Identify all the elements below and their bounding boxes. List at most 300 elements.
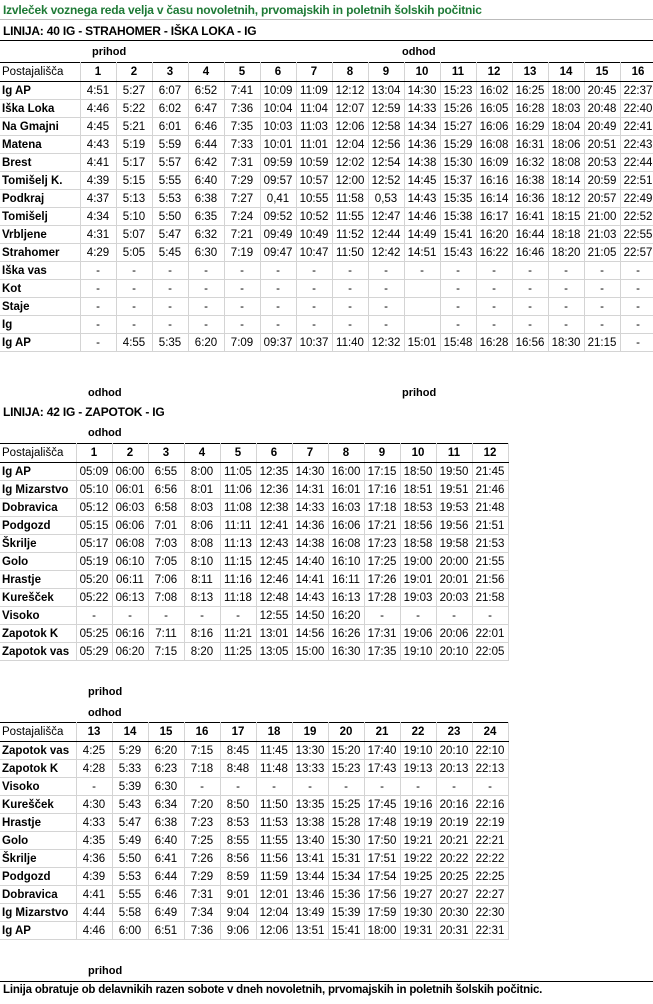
departure-time: - [548, 262, 584, 280]
departure-time: 7:03 [148, 535, 184, 553]
trip-number-header: 14 [548, 63, 584, 82]
table-row [0, 760, 508, 778]
departure-time: 16:56 [512, 334, 548, 352]
departure-time: 15:41 [440, 226, 476, 244]
header-row [0, 63, 653, 82]
departure-time: 20:21 [436, 832, 472, 850]
departure-time: 17:54 [364, 868, 400, 886]
table-row [0, 796, 508, 814]
departure-time: 4:31 [80, 226, 116, 244]
departure-time: 7:24 [224, 208, 260, 226]
departure-time: 13:35 [292, 796, 328, 814]
departure-time: - [296, 262, 332, 280]
departure-time: 6:49 [148, 904, 184, 922]
departure-time: 15:39 [328, 904, 364, 922]
departure-time: 7:29 [224, 172, 260, 190]
trip-number-header: 12 [476, 63, 512, 82]
departure-time: - [512, 298, 548, 316]
departure-time: 19:21 [400, 832, 436, 850]
departure-time: 15:28 [328, 814, 364, 832]
departure-time: - [256, 778, 292, 796]
departure-time: 19:01 [400, 571, 436, 589]
departure-time: 12:41 [256, 517, 292, 535]
table-row [0, 886, 508, 904]
station-name: Ig [0, 316, 80, 334]
departure-time: 6:40 [188, 172, 224, 190]
departure-time: 20:19 [436, 814, 472, 832]
departure-time: - [512, 316, 548, 334]
departure-time: 13:38 [292, 814, 328, 832]
table-row [0, 298, 653, 316]
departure-time: - [548, 280, 584, 298]
departure-time: 19:25 [400, 868, 436, 886]
departure-time: 10:47 [296, 244, 332, 262]
departure-time: - [512, 262, 548, 280]
departure-time: 10:59 [296, 154, 332, 172]
departure-time: 4:33 [76, 814, 112, 832]
departure-time: 20:01 [436, 571, 472, 589]
departure-time: 8:50 [220, 796, 256, 814]
departure-time: 19:51 [436, 481, 472, 499]
departure-time: 11:58 [332, 190, 368, 208]
departure-time: 19:19 [400, 814, 436, 832]
departure-time: 20:06 [436, 625, 472, 643]
departure-time: 6:56 [148, 481, 184, 499]
departure-time: 17:50 [364, 832, 400, 850]
departure-time: 11:21 [220, 625, 256, 643]
departure-time: 12:42 [368, 244, 404, 262]
departure-time: 7:36 [184, 922, 220, 940]
table-row [0, 154, 653, 172]
departure-time: 7:34 [184, 904, 220, 922]
departure-time: 14:43 [404, 190, 440, 208]
departure-time: 7:18 [184, 760, 220, 778]
trip-number-header: 4 [184, 444, 220, 463]
departure-time: - [148, 607, 184, 625]
departure-time: 5:33 [112, 760, 148, 778]
departure-time: 11:40 [332, 334, 368, 352]
table-row [0, 589, 508, 607]
departure-time: 17:26 [364, 571, 400, 589]
departure-time: 6:07 [152, 82, 188, 100]
departure-time: 12:46 [256, 571, 292, 589]
departure-time: 17:21 [364, 517, 400, 535]
departure-time: 5:49 [112, 832, 148, 850]
departure-time: 18:04 [548, 118, 584, 136]
departure-time: 22:22 [472, 850, 508, 868]
station-name: Ig Mizarstvo [0, 481, 76, 499]
departure-time: 9:01 [220, 886, 256, 904]
departure-time: - [116, 298, 152, 316]
trip-number-header: 16 [184, 723, 220, 742]
departure-time: 17:15 [364, 463, 400, 481]
departure-time: 7:08 [148, 589, 184, 607]
departure-time: 10:49 [296, 226, 332, 244]
departure-time: 06:13 [112, 589, 148, 607]
departure-time: 0,41 [260, 190, 296, 208]
departure-time: 11:09 [296, 82, 332, 100]
trip-number-header: 9 [368, 63, 404, 82]
departure-time: 8:10 [184, 553, 220, 571]
departure-time: 5:21 [116, 118, 152, 136]
departure-time: 14:43 [292, 589, 328, 607]
departure-time: 4:29 [80, 244, 116, 262]
trip-number-header: 12 [472, 444, 508, 463]
departure-time: - [476, 262, 512, 280]
departure-time: 22:16 [472, 796, 508, 814]
departure-time: 4:30 [76, 796, 112, 814]
departure-time: 09:47 [260, 244, 296, 262]
departure-time: 16:31 [512, 136, 548, 154]
departure-time: 22:25 [472, 868, 508, 886]
departure-time: 17:48 [364, 814, 400, 832]
departure-time: 16:03 [328, 499, 364, 517]
departure-time: 5:55 [112, 886, 148, 904]
departure-time: 5:58 [112, 904, 148, 922]
departure-time: 21:05 [584, 244, 620, 262]
departure-time: 12:36 [256, 481, 292, 499]
table-row [0, 625, 508, 643]
departure-time: 5:47 [152, 226, 188, 244]
departure-time: 15:20 [328, 742, 364, 760]
departure-time: 7:26 [184, 850, 220, 868]
departure-time: 17:16 [364, 481, 400, 499]
departure-time: 11:55 [256, 832, 292, 850]
departure-time: 18:50 [400, 463, 436, 481]
departure-time: 14:30 [404, 82, 440, 100]
departure-time: 06:11 [112, 571, 148, 589]
station-name: Visoko [0, 778, 76, 796]
departure-time: 6:42 [188, 154, 224, 172]
departure-time: 6:30 [148, 778, 184, 796]
departure-time: 14:41 [292, 571, 328, 589]
departure-time: 20:13 [436, 760, 472, 778]
table-row [0, 517, 508, 535]
table-row [0, 262, 653, 280]
departure-time: - [404, 262, 440, 280]
header-row [0, 444, 508, 463]
station-name: Zapotok K [0, 760, 76, 778]
departure-time: 9:04 [220, 904, 256, 922]
departure-time: 15:23 [440, 82, 476, 100]
trip-number-header: 11 [440, 63, 476, 82]
departure-time: 5:13 [116, 190, 152, 208]
departure-time: 5:55 [152, 172, 188, 190]
departure-time: - [332, 280, 368, 298]
departure-time: 11:52 [332, 226, 368, 244]
station-name: Strahomer [0, 244, 80, 262]
station-name: Škrilje [0, 850, 76, 868]
departure-time: 12:54 [368, 154, 404, 172]
departure-time: 19:22 [400, 850, 436, 868]
departure-time: - [328, 778, 364, 796]
departure-time: 21:48 [472, 499, 508, 517]
departure-time: 21:00 [584, 208, 620, 226]
departure-time: 11:45 [256, 742, 292, 760]
departure-time: 09:59 [260, 154, 296, 172]
departure-time: 22:40 [620, 100, 653, 118]
departure-time: 14:49 [404, 226, 440, 244]
departure-time: 22:57 [620, 244, 653, 262]
departure-time: 16:36 [512, 190, 548, 208]
departure-time: 14:30 [292, 463, 328, 481]
departure-time: 4:46 [80, 100, 116, 118]
departure-time: 6:44 [148, 868, 184, 886]
line-42-title: LINIJA: 42 IG - ZAPOTOK - IG [3, 405, 165, 419]
departure-time: 16:38 [512, 172, 548, 190]
header-row [0, 723, 508, 742]
departure-time: 4:41 [76, 886, 112, 904]
departure-time: 6:38 [188, 190, 224, 208]
departure-time: 9:06 [220, 922, 256, 940]
departure-time: 20:03 [436, 589, 472, 607]
departure-time: 21:56 [472, 571, 508, 589]
departure-time: 7:25 [184, 832, 220, 850]
departure-time: 22:05 [472, 643, 508, 661]
departure-time: - [152, 262, 188, 280]
departure-time: - [440, 316, 476, 334]
departure-time: 16:17 [476, 208, 512, 226]
departure-time: - [260, 262, 296, 280]
station-name: Hrastje [0, 814, 76, 832]
departure-time: 11:53 [256, 814, 292, 832]
departure-time: - [436, 778, 472, 796]
departure-time: 4:39 [76, 868, 112, 886]
departure-time: - [620, 280, 653, 298]
departure-time: 10:55 [296, 190, 332, 208]
departure-time: 22:31 [472, 922, 508, 940]
departure-time: 6:00 [112, 922, 148, 940]
departure-time: 4:45 [80, 118, 116, 136]
departure-time: 6:47 [188, 100, 224, 118]
line-42-prihod-label: prihod [88, 686, 123, 698]
departure-time: 16:30 [328, 643, 364, 661]
departure-time: 22:49 [620, 190, 653, 208]
departure-time: 12:43 [256, 535, 292, 553]
departure-time: 20:22 [436, 850, 472, 868]
departure-time: 14:38 [292, 535, 328, 553]
departure-time: 0,53 [368, 190, 404, 208]
departure-time: 18:53 [400, 499, 436, 517]
departure-time: 15:25 [328, 796, 364, 814]
departure-time: - [548, 298, 584, 316]
departure-time: - [80, 280, 116, 298]
departure-time: 22:19 [472, 814, 508, 832]
departure-time: 15:48 [440, 334, 476, 352]
departure-time: 6:55 [148, 463, 184, 481]
trip-number-header: 20 [328, 723, 364, 742]
departure-time: 12:45 [256, 553, 292, 571]
departure-time: 05:25 [76, 625, 112, 643]
departure-time: 7:15 [184, 742, 220, 760]
departure-time: 10:09 [260, 82, 296, 100]
departure-time: 22:44 [620, 154, 653, 172]
departure-time: - [620, 316, 653, 334]
station-name: Podgozd [0, 868, 76, 886]
departure-time: 12:07 [332, 100, 368, 118]
departure-time: 5:39 [112, 778, 148, 796]
departure-time: 11:01 [296, 136, 332, 154]
station-name: Tomišelj [0, 208, 80, 226]
departure-time: 15:34 [328, 868, 364, 886]
departure-time: 10:01 [260, 136, 296, 154]
departure-time: - [188, 262, 224, 280]
departure-time: 15:29 [440, 136, 476, 154]
table-row [0, 904, 508, 922]
departure-time: 20:48 [584, 100, 620, 118]
departure-time: 4:46 [76, 922, 112, 940]
departure-time: - [224, 262, 260, 280]
divider [0, 981, 653, 982]
trip-number-header: 7 [296, 63, 332, 82]
departure-time: 13:46 [292, 886, 328, 904]
station-name: Dobravica [0, 886, 76, 904]
trip-number-header: 13 [512, 63, 548, 82]
departure-time: 6:44 [188, 136, 224, 154]
departure-time: 05:15 [76, 517, 112, 535]
departure-time: 06:20 [112, 643, 148, 661]
departure-time: 7:05 [148, 553, 184, 571]
departure-time: - [188, 316, 224, 334]
departure-time: 19:30 [400, 904, 436, 922]
departure-time: 19:58 [436, 535, 472, 553]
departure-time: 20:45 [584, 82, 620, 100]
departure-time: 11:06 [220, 481, 256, 499]
departure-time: 6:02 [152, 100, 188, 118]
station-name: Kurešček [0, 796, 76, 814]
departure-time: 8:01 [184, 481, 220, 499]
departure-time: 12:00 [332, 172, 368, 190]
line-40-title: LINIJA: 40 IG - STRAHOMER - IŠKA LOKA - IG [3, 24, 257, 38]
departure-time: - [112, 607, 148, 625]
departure-time: - [220, 607, 256, 625]
departure-time: 18:14 [548, 172, 584, 190]
departure-time: 17:23 [364, 535, 400, 553]
departure-time: 12:32 [368, 334, 404, 352]
departure-time [404, 280, 440, 298]
trip-number-header: 10 [400, 444, 436, 463]
departure-time: 21:45 [472, 463, 508, 481]
departure-time: 18:00 [364, 922, 400, 940]
departure-time: 5:10 [116, 208, 152, 226]
departure-time: 13:49 [292, 904, 328, 922]
departure-time: 22:13 [472, 760, 508, 778]
trip-number-header: 6 [260, 63, 296, 82]
station-name: Zapotok K [0, 625, 76, 643]
departure-time: - [476, 298, 512, 316]
table-row [0, 82, 653, 100]
departure-time: 11:15 [220, 553, 256, 571]
departure-time: - [368, 316, 404, 334]
departure-time: 16:44 [512, 226, 548, 244]
departure-time: - [368, 298, 404, 316]
departure-time: 11:16 [220, 571, 256, 589]
departure-time: 7:35 [224, 118, 260, 136]
departure-time: - [584, 262, 620, 280]
departure-time: 5:15 [116, 172, 152, 190]
departure-time: 16:06 [476, 118, 512, 136]
line-42-odhod-label: odhod [88, 427, 122, 439]
departure-time: 11:50 [332, 244, 368, 262]
trip-number-header: 5 [220, 444, 256, 463]
departure-time: 18:03 [548, 100, 584, 118]
departure-time: 19:06 [400, 625, 436, 643]
departure-time: 15:01 [404, 334, 440, 352]
departure-time: 20:27 [436, 886, 472, 904]
trip-number-header: 3 [148, 444, 184, 463]
departure-time: - [584, 280, 620, 298]
departure-time: 7:21 [224, 226, 260, 244]
departure-time: - [512, 280, 548, 298]
departure-time: 6:46 [188, 118, 224, 136]
departure-time: 6:38 [148, 814, 184, 832]
departure-time: 16:26 [328, 625, 364, 643]
departure-time: 7:36 [224, 100, 260, 118]
line-42-table-return [0, 722, 509, 940]
departure-time: 8:53 [220, 814, 256, 832]
departure-time: 13:04 [368, 82, 404, 100]
departure-time: 05:12 [76, 499, 112, 517]
departure-time: 4:51 [80, 82, 116, 100]
departure-time: 22:10 [472, 742, 508, 760]
departure-time: 06:10 [112, 553, 148, 571]
departure-time: - [296, 280, 332, 298]
departure-time: 11:56 [256, 850, 292, 868]
departure-time: 5:43 [112, 796, 148, 814]
departure-time: 8:13 [184, 589, 220, 607]
departure-time: 18:18 [548, 226, 584, 244]
departure-time: 13:44 [292, 868, 328, 886]
departure-time: 4:35 [76, 832, 112, 850]
stations-header: Postajališča [0, 723, 76, 742]
departure-time: 06:03 [112, 499, 148, 517]
departure-time: - [260, 280, 296, 298]
departure-time: 10:37 [296, 334, 332, 352]
departure-time: 18:00 [548, 82, 584, 100]
departure-time: 8:06 [184, 517, 220, 535]
station-name: Zapotok vas [0, 643, 76, 661]
station-name: Ig AP [0, 334, 80, 352]
departure-time: 6:52 [188, 82, 224, 100]
stations-header: Postajališča [0, 444, 76, 463]
departure-time: 12:12 [332, 82, 368, 100]
departure-time: - [440, 298, 476, 316]
departure-time: 4:37 [80, 190, 116, 208]
departure-time: 21:15 [584, 334, 620, 352]
departure-time: - [440, 280, 476, 298]
departure-time: 21:55 [472, 553, 508, 571]
departure-time: 7:27 [224, 190, 260, 208]
trip-number-header: 8 [332, 63, 368, 82]
departure-time: 18:20 [548, 244, 584, 262]
departure-time: 05:10 [76, 481, 112, 499]
line-40-odhod-label: odhod [402, 46, 436, 58]
departure-time: 12:06 [332, 118, 368, 136]
departure-time: 16:02 [476, 82, 512, 100]
departure-time [404, 298, 440, 316]
departure-time: 12:48 [256, 589, 292, 607]
departure-time: 19:56 [436, 517, 472, 535]
departure-time: 21:03 [584, 226, 620, 244]
line-40-prihod-label: prihod [92, 46, 127, 58]
departure-time: 12:56 [368, 136, 404, 154]
departure-time: 5:53 [112, 868, 148, 886]
departure-time: 7:29 [184, 868, 220, 886]
departure-time: 11:50 [256, 796, 292, 814]
departure-time: 06:01 [112, 481, 148, 499]
departure-time: 15:41 [328, 922, 364, 940]
departure-time: 7:19 [224, 244, 260, 262]
